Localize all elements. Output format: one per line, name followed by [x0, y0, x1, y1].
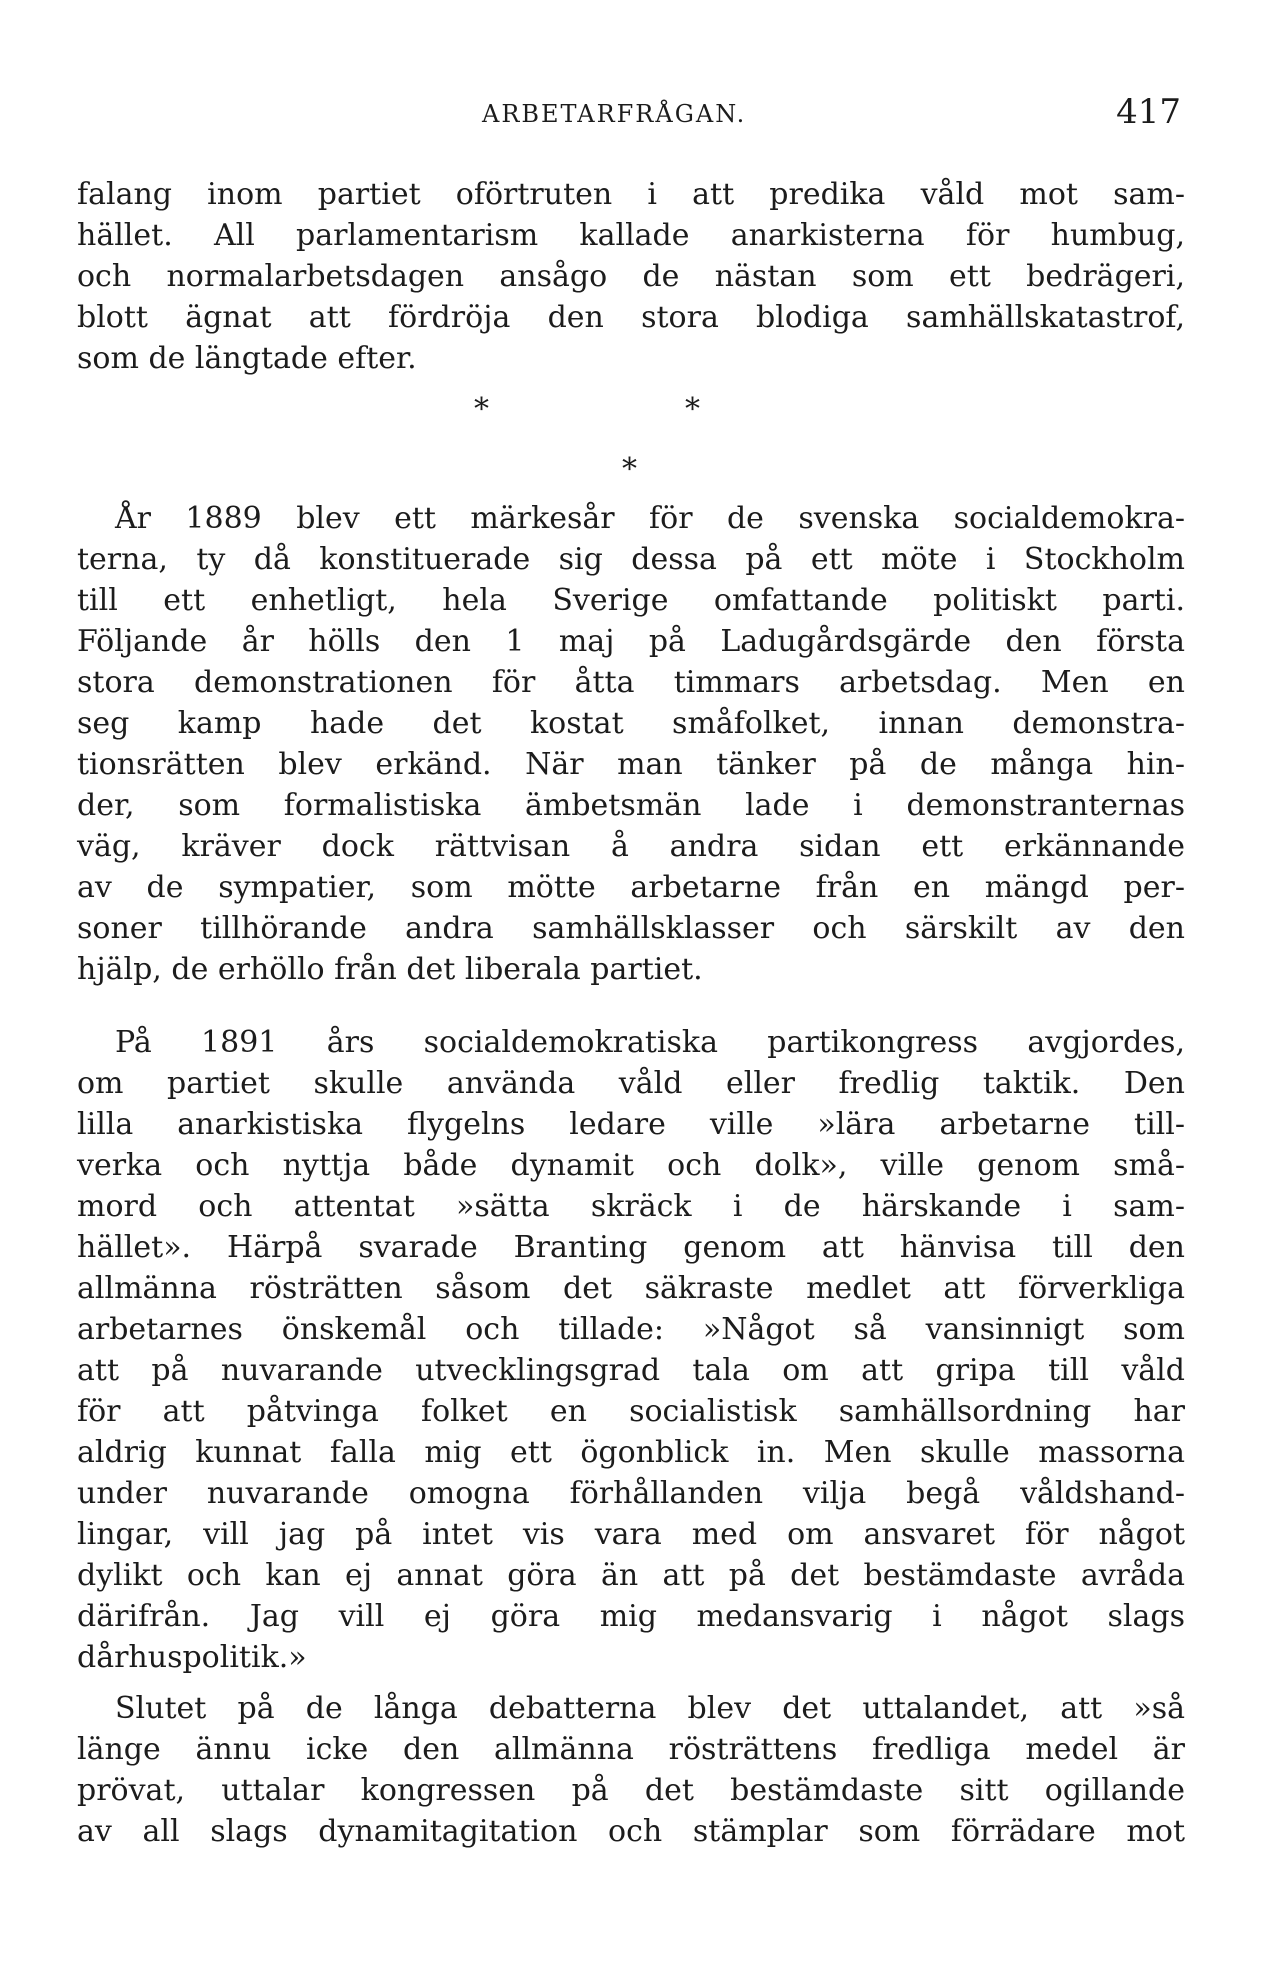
text-line: arbetarnes önskemål och tillade: »Något så vansinnigt som: [77, 1312, 1185, 1347]
text-line: seg kamp hade det kostat småfolket, innan demonstra-: [77, 706, 1185, 741]
text-line: stora demonstrationen för åtta timmars arbetsdag. Men en: [77, 665, 1185, 700]
text-line: lilla anarkistiska flygelns ledare ville »lära arbetarne till-: [77, 1107, 1185, 1142]
text-line: och normalarbetsdagen ansågo de nästan som ett bedrägeri,: [77, 259, 1185, 294]
asterisk-left: *: [474, 392, 489, 427]
asterisk-right: *: [685, 392, 700, 427]
text-line: der, som formalistiska ämbetsmän lade i demonstranternas: [77, 788, 1185, 823]
text-line: länge ännu icke den allmänna rösträttens fredliga medel är: [77, 1732, 1185, 1767]
text-line: dårhuspolitik.»: [77, 1640, 307, 1675]
text-line: dylikt och kan ej annat göra än att på det bestämdaste avråda: [77, 1558, 1185, 1593]
text-line: blott ägnat att fördröja den stora blodiga samhällskatastrof,: [77, 300, 1185, 335]
text-line: av de sympatier, som mötte arbetarne från en mängd per-: [77, 870, 1185, 905]
text-line: mord och attentat »sätta skräck i de härskande i sam-: [77, 1189, 1185, 1224]
text-line: tionsrätten blev erkänd. När man tänker på de många hin-: [77, 747, 1185, 782]
text-line: falang inom partiet oförtruten i att predika våld mot sam-: [77, 177, 1185, 212]
running-title: ARBETARFRÅGAN.: [482, 100, 747, 128]
text-line: hjälp, de erhöllo från det liberala partiet.: [77, 952, 703, 987]
page-number: 417: [1116, 92, 1181, 132]
page-header: [77, 92, 1185, 142]
text-line: till ett enhetligt, hela Sverige omfattande politiskt parti.: [77, 583, 1185, 618]
text-line: att på nuvarande utvecklingsgrad tala om att gripa till våld: [77, 1353, 1185, 1388]
text-line: av all slags dynamitagitation och stämplar som förrädare mot: [77, 1814, 1185, 1849]
text-line: Följande år hölls den 1 maj på Ladugårdsgärde den första: [77, 624, 1185, 659]
text-line: verka och nyttja både dynamit och dolk», ville genom små-: [77, 1148, 1185, 1183]
text-line: År 1889 blev ett märkesår för de svenska socialdemokra-: [115, 501, 1185, 536]
text-line: som de längtade efter.: [77, 341, 417, 376]
book-page: [77, 0, 1185, 1987]
asterisk-bottom: *: [622, 452, 637, 487]
text-line: soner tillhörande andra samhällsklasser och särskilt av den: [77, 911, 1185, 946]
text-line: hället. All parlamentarism kallade anarkisterna för humbug,: [77, 218, 1185, 253]
text-line: för att påtvinga folket en socialistisk samhällsordning har: [77, 1394, 1185, 1429]
text-line: terna, ty då konstituerade sig dessa på ett möte i Stockholm: [77, 542, 1185, 577]
text-line: På 1891 års socialdemokratiska partikongress avgjordes,: [115, 1025, 1185, 1060]
text-line: därifrån. Jag vill ej göra mig medansvarig i något slags: [77, 1599, 1185, 1634]
text-line: lingar, vill jag på intet vis vara med om ansvaret för något: [77, 1517, 1185, 1552]
text-line: prövat, uttalar kongressen på det bestämdaste sitt ogillande: [77, 1773, 1185, 1808]
text-line: väg, kräver dock rättvisan å andra sidan ett erkännande: [77, 829, 1185, 864]
text-line: allmänna rösträtten såsom det säkraste medlet att förverkliga: [77, 1271, 1185, 1306]
text-line: Slutet på de långa debatterna blev det uttalandet, att »så: [115, 1691, 1185, 1726]
text-line: aldrig kunnat falla mig ett ögonblick in. Men skulle massorna: [77, 1435, 1185, 1470]
text-line: hället». Härpå svarade Branting genom att hänvisa till den: [77, 1230, 1185, 1265]
text-line: under nuvarande omogna förhållanden vilja begå våldshand-: [77, 1476, 1185, 1511]
text-line: om partiet skulle använda våld eller fredlig taktik. Den: [77, 1066, 1185, 1101]
